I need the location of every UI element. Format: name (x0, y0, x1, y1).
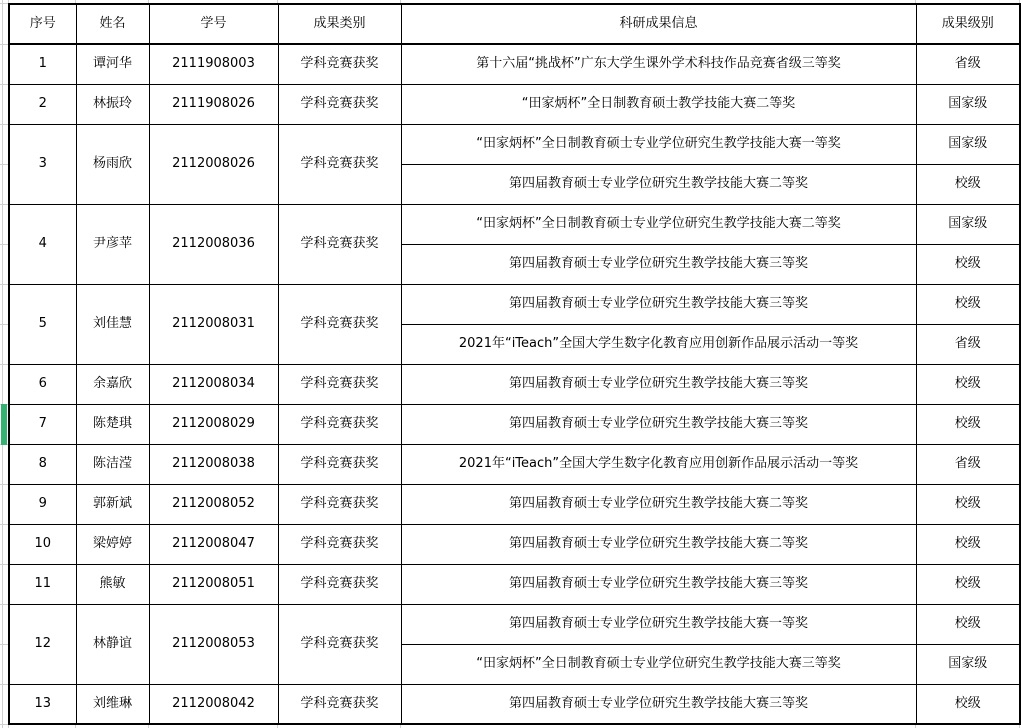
table-row (9, 284, 1020, 324)
category-cell[interactable]: 学科竞赛获奖 (278, 204, 401, 284)
selected-cell-indicator (1, 404, 7, 445)
achievement-level-cell[interactable]: 省级 (916, 444, 1020, 484)
row-number-cell[interactable]: 7 (9, 404, 76, 444)
row-number-cell[interactable]: 11 (9, 564, 76, 604)
student-id-cell[interactable]: 2112008031 (149, 284, 278, 364)
table-row (9, 604, 1020, 644)
achievement-info-cell[interactable]: 第四届教育硕士专业学位研究生教学技能大赛三等奖 (401, 284, 916, 324)
gridline (0, 484, 8, 485)
table-row (9, 204, 1020, 244)
student-id-cell[interactable]: 2112008047 (149, 524, 278, 564)
achievement-info-cell[interactable]: 2021年“iTeach”全国大学生数字化教育应用创新作品展示活动一等奖 (401, 444, 916, 484)
name-cell[interactable]: 陈洁滢 (76, 444, 149, 484)
header-info[interactable]: 科研成果信息 (401, 4, 916, 44)
achievement-info-cell[interactable]: 第四届教育硕士专业学位研究生教学技能大赛三等奖 (401, 244, 916, 284)
achievement-info-cell[interactable]: 第四届教育硕士专业学位研究生教学技能大赛二等奖 (401, 524, 916, 564)
achievement-info-cell[interactable]: 第十六届“挑战杯”广东大学生课外学术科技作品竞赛省级三等奖 (401, 44, 916, 84)
name-cell[interactable]: 郭新斌 (76, 484, 149, 524)
achievement-level-cell[interactable]: 省级 (916, 44, 1020, 84)
table-row (9, 44, 1020, 84)
name-cell[interactable]: 杨雨欣 (76, 124, 149, 204)
header-level[interactable]: 成果级别 (916, 4, 1020, 44)
row-number-cell[interactable]: 3 (9, 124, 76, 204)
achievement-level-cell[interactable]: 校级 (916, 524, 1020, 564)
row-number-cell[interactable]: 1 (9, 44, 76, 84)
table-row (9, 564, 1020, 604)
achievement-level-cell[interactable]: 国家级 (916, 204, 1020, 244)
row-number-cell[interactable]: 10 (9, 524, 76, 564)
category-cell[interactable]: 学科竞赛获奖 (278, 524, 401, 564)
category-cell[interactable]: 学科竞赛获奖 (278, 564, 401, 604)
gridline (0, 364, 8, 365)
name-cell[interactable]: 刘维琳 (76, 684, 149, 724)
achievement-info-cell[interactable]: 第四届教育硕士专业学位研究生教学技能大赛一等奖 (401, 604, 916, 644)
name-cell[interactable]: 谭河华 (76, 44, 149, 84)
student-id-cell[interactable]: 2112008053 (149, 604, 278, 684)
achievement-info-cell[interactable]: 第四届教育硕士专业学位研究生教学技能大赛三等奖 (401, 684, 916, 724)
table-row (9, 484, 1020, 524)
category-cell[interactable]: 学科竞赛获奖 (278, 684, 401, 724)
name-cell[interactable]: 余嘉欣 (76, 364, 149, 404)
table-body (9, 44, 1020, 724)
name-cell[interactable]: 林振玲 (76, 84, 149, 124)
table-row (9, 84, 1020, 124)
achievement-info-cell[interactable]: “田家炳杯”全日制教育硕士教学技能大赛二等奖 (401, 84, 916, 124)
student-id-cell[interactable]: 2112008029 (149, 404, 278, 444)
achievement-level-cell[interactable]: 校级 (916, 404, 1020, 444)
name-cell[interactable]: 陈楚琪 (76, 404, 149, 444)
achievement-level-cell[interactable]: 校级 (916, 244, 1020, 284)
achievement-info-cell[interactable]: “田家炳杯”全日制教育硕士专业学位研究生教学技能大赛三等奖 (401, 644, 916, 684)
header-student-id[interactable]: 学号 (149, 4, 278, 44)
gridline (0, 724, 8, 725)
table-row (9, 684, 1020, 724)
achievement-level-cell[interactable]: 省级 (916, 324, 1020, 364)
student-id-cell[interactable]: 2112008026 (149, 124, 278, 204)
category-cell[interactable]: 学科竞赛获奖 (278, 444, 401, 484)
row-number-cell[interactable]: 9 (9, 484, 76, 524)
category-cell[interactable]: 学科竞赛获奖 (278, 484, 401, 524)
achievement-level-cell[interactable]: 校级 (916, 564, 1020, 604)
table-header-row (9, 4, 1020, 44)
achievement-info-cell[interactable]: 2021年“iTeach”全国大学生数字化教育应用创新作品展示活动一等奖 (401, 324, 916, 364)
achievement-level-cell[interactable]: 校级 (916, 364, 1020, 404)
achievement-info-cell[interactable]: “田家炳杯”全日制教育硕士专业学位研究生教学技能大赛二等奖 (401, 204, 916, 244)
row-number-cell[interactable]: 5 (9, 284, 76, 364)
category-cell[interactable]: 学科竞赛获奖 (278, 364, 401, 404)
category-cell[interactable]: 学科竞赛获奖 (278, 44, 401, 84)
achievement-level-cell[interactable]: 国家级 (916, 644, 1020, 684)
achievement-info-cell[interactable]: 第四届教育硕士专业学位研究生教学技能大赛二等奖 (401, 484, 916, 524)
header-category[interactable]: 成果类别 (278, 4, 401, 44)
gridline (0, 684, 8, 685)
gridline (0, 3, 8, 4)
name-cell[interactable]: 刘佳慧 (76, 284, 149, 364)
gridline (0, 164, 8, 165)
table-row (9, 524, 1020, 564)
table-row (9, 124, 1020, 164)
category-cell[interactable]: 学科竞赛获奖 (278, 284, 401, 364)
achievement-level-cell[interactable]: 国家级 (916, 84, 1020, 124)
gridline (0, 604, 8, 605)
gridline (0, 84, 8, 85)
research-results-table (8, 3, 1021, 725)
achievement-level-cell[interactable]: 校级 (916, 284, 1020, 324)
table-row (9, 364, 1020, 404)
gridline (0, 324, 8, 325)
student-id-cell[interactable]: 2112008042 (149, 684, 278, 724)
achievement-info-cell[interactable]: 第四届教育硕士专业学位研究生教学技能大赛三等奖 (401, 404, 916, 444)
student-id-cell[interactable]: 2111908026 (149, 84, 278, 124)
gridline (0, 524, 8, 525)
achievement-level-cell[interactable]: 校级 (916, 684, 1020, 724)
row-number-cell[interactable]: 4 (9, 204, 76, 284)
gridline (0, 284, 8, 285)
achievement-level-cell[interactable]: 国家级 (916, 124, 1020, 164)
name-cell[interactable]: 林静谊 (76, 604, 149, 684)
category-cell[interactable]: 学科竞赛获奖 (278, 124, 401, 204)
table-row (9, 404, 1020, 444)
row-number-cell[interactable]: 8 (9, 444, 76, 484)
gridline (0, 244, 8, 245)
achievement-info-cell[interactable]: 第四届教育硕士专业学位研究生教学技能大赛二等奖 (401, 164, 916, 204)
student-id-cell[interactable]: 2112008038 (149, 444, 278, 484)
gridline (0, 564, 8, 565)
gridline (0, 204, 8, 205)
gridline (0, 124, 8, 125)
name-cell[interactable]: 尹彦苹 (76, 204, 149, 284)
name-cell[interactable]: 梁婷婷 (76, 524, 149, 564)
achievement-info-cell[interactable]: 第四届教育硕士专业学位研究生教学技能大赛三等奖 (401, 564, 916, 604)
achievement-info-cell[interactable]: 第四届教育硕士专业学位研究生教学技能大赛三等奖 (401, 364, 916, 404)
achievement-info-cell[interactable]: “田家炳杯”全日制教育硕士专业学位研究生教学技能大赛一等奖 (401, 124, 916, 164)
row-number-cell[interactable]: 12 (9, 604, 76, 684)
row-number-cell[interactable]: 2 (9, 84, 76, 124)
student-id-cell[interactable]: 2112008052 (149, 484, 278, 524)
row-number-cell[interactable]: 13 (9, 684, 76, 724)
achievement-level-cell[interactable]: 校级 (916, 164, 1020, 204)
achievement-level-cell[interactable]: 校级 (916, 484, 1020, 524)
row-number-cell[interactable]: 6 (9, 364, 76, 404)
category-cell[interactable]: 学科竞赛获奖 (278, 404, 401, 444)
category-cell[interactable]: 学科竞赛获奖 (278, 604, 401, 684)
category-cell[interactable]: 学科竞赛获奖 (278, 84, 401, 124)
student-id-cell[interactable]: 2112008034 (149, 364, 278, 404)
name-cell[interactable]: 熊敏 (76, 564, 149, 604)
gridline (0, 44, 8, 45)
header-no[interactable]: 序号 (9, 4, 76, 44)
table-row (9, 444, 1020, 484)
achievement-level-cell[interactable]: 校级 (916, 604, 1020, 644)
student-id-cell[interactable]: 2111908003 (149, 44, 278, 84)
student-id-cell[interactable]: 2112008051 (149, 564, 278, 604)
student-id-cell[interactable]: 2112008036 (149, 204, 278, 284)
header-name[interactable]: 姓名 (76, 4, 149, 44)
gridline (0, 644, 8, 645)
